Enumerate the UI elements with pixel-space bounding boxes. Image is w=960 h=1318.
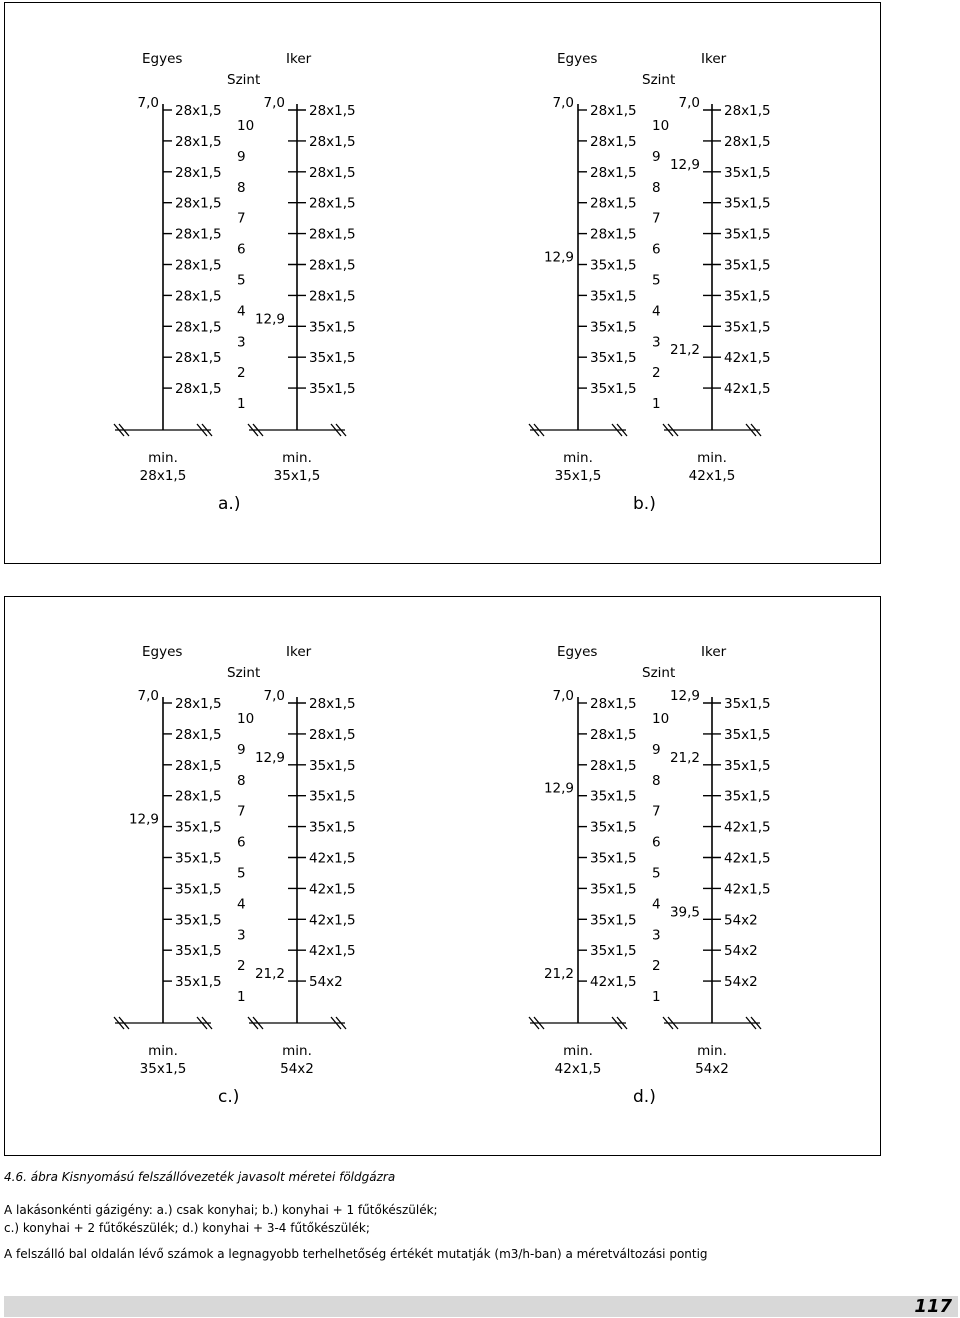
pipe-size-single: 28x1,5 (175, 288, 222, 305)
pipe-size-single: 28x1,5 (175, 696, 222, 712)
level-number: 9 (652, 148, 661, 165)
min-size-twin: 42x1,5 (688, 468, 736, 484)
capacity-twin: 12,9 (669, 156, 700, 173)
level-number: 8 (237, 772, 246, 789)
level-number: 10 (237, 711, 255, 727)
subfigure-tag: c.) (218, 1087, 240, 1107)
pipe-size-single: 35x1,5 (590, 319, 637, 336)
pipe-size-twin: 35x1,5 (724, 226, 771, 243)
riser-diagram-2 (529, 51, 771, 514)
min-size-single: 35x1,5 (554, 468, 602, 484)
pipe-size-single: 28x1,5 (590, 133, 637, 150)
capacity-single: 12,9 (543, 780, 574, 797)
pipe-size-twin: 28x1,5 (309, 164, 356, 181)
subfigure-tag: d.) (633, 1087, 656, 1107)
capacity-twin: 7,0 (263, 95, 285, 111)
header-twin: Iker (286, 51, 312, 67)
riser-diagram-3 (114, 644, 356, 1107)
level-number: 3 (652, 334, 661, 351)
pipe-size-twin: 28x1,5 (309, 696, 356, 712)
min-label-single: min. (148, 1043, 178, 1059)
pipe-size-single: 28x1,5 (590, 103, 637, 119)
pipe-size-single: 35x1,5 (175, 881, 222, 898)
pipe-size-single: 35x1,5 (590, 912, 637, 929)
capacity-twin: 21,2 (669, 342, 700, 359)
pipe-size-twin: 35x1,5 (724, 726, 771, 743)
footer-bar (4, 1296, 958, 1317)
min-size-twin: 35x1,5 (273, 468, 321, 484)
level-number: 3 (237, 927, 246, 944)
pipe-size-single: 28x1,5 (175, 257, 222, 274)
level-number: 7 (237, 210, 246, 227)
level-number: 5 (237, 865, 246, 882)
pipe-size-twin: 28x1,5 (309, 103, 356, 119)
pipe-size-twin: 54x2 (724, 943, 758, 960)
pipe-size-twin: 35x1,5 (309, 757, 356, 774)
level-number: 3 (237, 334, 246, 351)
pipe-size-twin: 42x1,5 (724, 350, 771, 367)
pipe-size-single: 28x1,5 (590, 696, 637, 712)
min-size-twin: 54x2 (280, 1061, 314, 1077)
level-number: 5 (652, 865, 661, 882)
header-twin: Iker (701, 51, 727, 67)
level-number: 2 (237, 958, 246, 975)
capacity-twin: 7,0 (263, 688, 285, 704)
min-label-single: min. (563, 1043, 593, 1059)
header-level: Szint (227, 665, 261, 681)
pipe-size-single: 35x1,5 (590, 381, 637, 398)
level-number: 4 (237, 303, 246, 320)
level-number: 7 (652, 210, 661, 227)
riser-diagram-1 (114, 51, 356, 514)
pipe-size-single: 28x1,5 (175, 164, 222, 181)
level-number: 6 (652, 834, 661, 851)
capacity-single: 7,0 (552, 95, 574, 111)
subfigure-tag: b.) (633, 494, 656, 514)
subfigure-tag: a.) (218, 494, 241, 514)
pipe-size-single: 35x1,5 (175, 850, 222, 867)
header-level: Szint (227, 72, 261, 88)
pipe-size-twin: 35x1,5 (309, 350, 356, 367)
header-single: Egyes (557, 51, 598, 67)
capacity-twin: 39,5 (669, 904, 700, 921)
min-size-single: 42x1,5 (554, 1061, 602, 1077)
pipe-size-twin: 54x2 (724, 974, 758, 991)
riser-diagram-4 (529, 644, 771, 1107)
pipe-size-twin: 35x1,5 (309, 819, 356, 836)
pipe-size-twin: 35x1,5 (724, 696, 771, 712)
pipe-size-twin: 28x1,5 (309, 133, 356, 150)
figure-caption-line-3: A felszálló bal oldalán lévő számok a legnagyobb terhelhetőség értékét mutatják (m3/h-ban) a méretváltozási pontig (4, 1247, 708, 1261)
capacity-single: 7,0 (552, 688, 574, 704)
pipe-size-twin: 35x1,5 (309, 381, 356, 398)
pipe-size-twin: 42x1,5 (724, 850, 771, 867)
min-size-twin: 54x2 (695, 1061, 729, 1077)
pipe-size-single: 35x1,5 (590, 850, 637, 867)
min-label-twin: min. (282, 1043, 312, 1059)
level-number: 7 (237, 803, 246, 820)
pipe-size-twin: 42x1,5 (309, 943, 356, 960)
pipe-size-twin: 35x1,5 (724, 164, 771, 181)
header-level: Szint (642, 72, 676, 88)
min-label-single: min. (563, 450, 593, 466)
level-number: 6 (237, 834, 246, 851)
pipe-size-single: 28x1,5 (175, 195, 222, 212)
level-number: 9 (652, 741, 661, 758)
capacity-single: 12,9 (543, 249, 574, 266)
pipe-size-single: 35x1,5 (590, 881, 637, 898)
level-number: 10 (237, 118, 255, 134)
pipe-size-single: 35x1,5 (175, 819, 222, 836)
level-number: 8 (652, 772, 661, 789)
level-number: 9 (237, 148, 246, 165)
level-number: 4 (652, 303, 661, 320)
pipe-size-single: 28x1,5 (175, 103, 222, 119)
pipe-size-single: 35x1,5 (590, 788, 637, 805)
header-twin: Iker (701, 644, 727, 660)
header-level: Szint (642, 665, 676, 681)
min-label-single: min. (148, 450, 178, 466)
min-label-twin: min. (697, 450, 727, 466)
pipe-size-twin: 28x1,5 (309, 288, 356, 305)
pipe-size-single: 35x1,5 (590, 288, 637, 305)
pipe-size-twin: 35x1,5 (724, 319, 771, 336)
pipe-size-single: 35x1,5 (590, 819, 637, 836)
capacity-twin: 21,2 (254, 966, 285, 983)
level-number: 10 (652, 711, 670, 727)
pipe-size-single: 28x1,5 (175, 726, 222, 743)
pipe-size-twin: 35x1,5 (724, 257, 771, 274)
pipe-size-single: 28x1,5 (590, 726, 637, 743)
pipe-size-single: 42x1,5 (590, 974, 637, 991)
level-number: 1 (237, 989, 246, 1006)
level-number: 3 (652, 927, 661, 944)
pipe-size-twin: 42x1,5 (724, 381, 771, 398)
pipe-size-twin: 35x1,5 (724, 288, 771, 305)
pipe-size-twin: 54x2 (724, 912, 758, 929)
level-number: 8 (652, 179, 661, 196)
pipe-size-twin: 28x1,5 (309, 257, 356, 274)
pipe-size-single: 28x1,5 (175, 757, 222, 774)
pipe-size-single: 35x1,5 (175, 974, 222, 991)
pipe-size-single: 28x1,5 (175, 133, 222, 150)
level-number: 1 (652, 396, 661, 413)
pipe-size-twin: 35x1,5 (724, 788, 771, 805)
pipe-size-twin: 28x1,5 (309, 726, 356, 743)
level-number: 1 (652, 989, 661, 1006)
capacity-single: 12,9 (128, 811, 159, 828)
pipe-size-single: 28x1,5 (175, 381, 222, 398)
capacity-single: 7,0 (137, 95, 159, 111)
pipe-size-twin: 35x1,5 (724, 195, 771, 212)
header-single: Egyes (142, 644, 183, 660)
header-twin: Iker (286, 644, 312, 660)
level-number: 4 (237, 896, 246, 913)
pipe-size-twin: 35x1,5 (724, 757, 771, 774)
pipe-size-single: 35x1,5 (590, 350, 637, 367)
pipe-size-twin: 42x1,5 (724, 819, 771, 836)
level-number: 5 (237, 272, 246, 289)
pipe-size-single: 28x1,5 (590, 226, 637, 243)
capacity-single: 7,0 (137, 688, 159, 704)
pipe-size-twin: 42x1,5 (724, 881, 771, 898)
pipe-size-twin: 54x2 (309, 974, 343, 991)
figure-caption-title: 4.6. ábra Kisnyomású felszállóvezeték javasolt méretei földgázra (4, 1170, 396, 1184)
min-label-twin: min. (282, 450, 312, 466)
level-number: 6 (237, 241, 246, 258)
level-number: 9 (237, 741, 246, 758)
figure-caption-line-2: c.) konyhai + 2 fűtőkészülék; d.) konyhai + 3-4 fűtőkészülék; (4, 1221, 370, 1235)
pipe-size-twin: 35x1,5 (309, 319, 356, 336)
pipe-size-twin: 35x1,5 (309, 788, 356, 805)
min-label-twin: min. (697, 1043, 727, 1059)
pipe-size-single: 28x1,5 (175, 350, 222, 367)
level-number: 2 (237, 365, 246, 382)
min-size-single: 28x1,5 (139, 468, 187, 484)
pipe-size-single: 28x1,5 (175, 788, 222, 805)
pipe-size-twin: 42x1,5 (309, 912, 356, 929)
pipe-size-single: 28x1,5 (590, 195, 637, 212)
pipe-size-single: 28x1,5 (175, 226, 222, 243)
pipe-size-single: 28x1,5 (590, 164, 637, 181)
capacity-single: 21,2 (543, 966, 574, 983)
pipe-size-twin: 28x1,5 (309, 226, 356, 243)
capacity-twin: 21,2 (669, 749, 700, 766)
page-number: 117 (914, 1296, 952, 1317)
level-number: 8 (237, 179, 246, 196)
capacity-twin: 7,0 (678, 95, 700, 111)
figure-caption-line-1: A lakásonkénti gázigény: a.) csak konyhai; b.) konyhai + 1 fűtőkészülék; (4, 1203, 438, 1217)
pipe-size-single: 35x1,5 (175, 912, 222, 929)
level-number: 4 (652, 896, 661, 913)
pipe-size-single: 28x1,5 (590, 757, 637, 774)
pipe-size-twin: 28x1,5 (724, 103, 771, 119)
pipe-size-twin: 28x1,5 (724, 133, 771, 150)
capacity-twin: 12,9 (254, 749, 285, 766)
capacity-twin: 12,9 (254, 311, 285, 328)
header-single: Egyes (557, 644, 598, 660)
level-number: 2 (652, 365, 661, 382)
pipe-size-single: 35x1,5 (175, 943, 222, 960)
level-number: 6 (652, 241, 661, 258)
pipe-size-single: 35x1,5 (590, 257, 637, 274)
min-size-single: 35x1,5 (139, 1061, 187, 1077)
pipe-size-twin: 28x1,5 (309, 195, 356, 212)
level-number: 5 (652, 272, 661, 289)
level-number: 7 (652, 803, 661, 820)
pipe-size-single: 28x1,5 (175, 319, 222, 336)
level-number: 2 (652, 958, 661, 975)
level-number: 10 (652, 118, 670, 134)
pipe-size-single: 35x1,5 (590, 943, 637, 960)
header-single: Egyes (142, 51, 183, 67)
capacity-twin: 12,9 (669, 688, 700, 704)
pipe-size-twin: 42x1,5 (309, 881, 356, 898)
pipe-size-twin: 42x1,5 (309, 850, 356, 867)
level-number: 1 (237, 396, 246, 413)
